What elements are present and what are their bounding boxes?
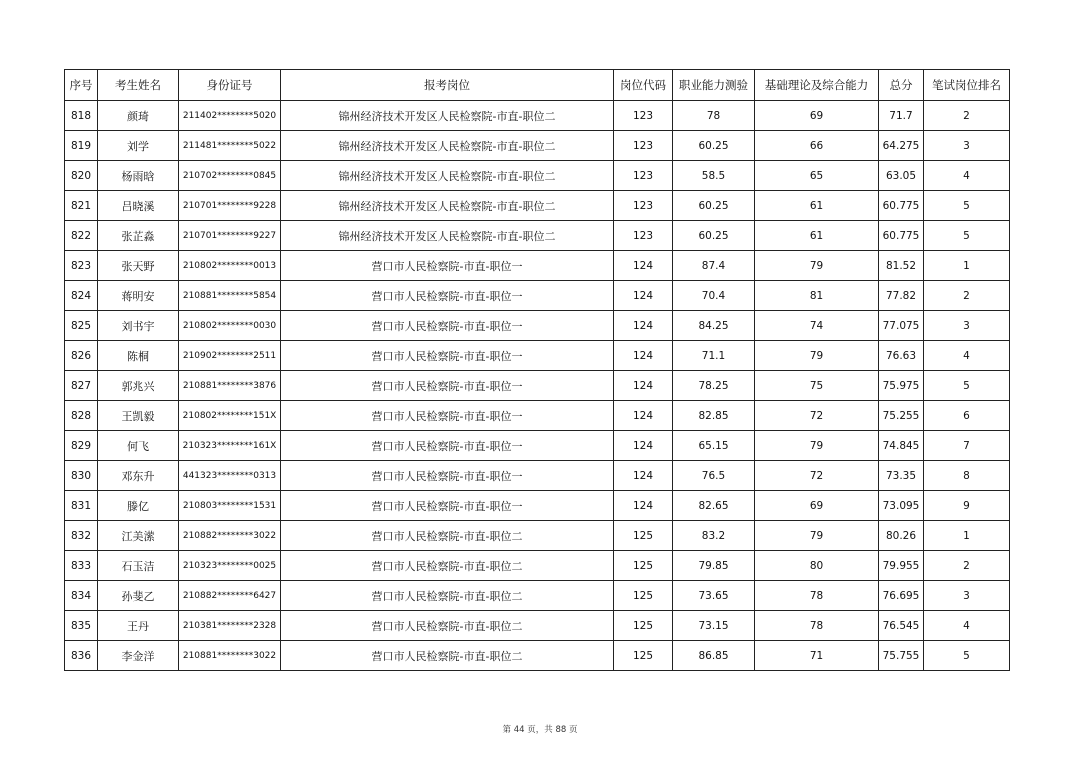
cell-aptitude: 73.15 bbox=[673, 611, 755, 641]
cell-aptitude: 82.65 bbox=[673, 491, 755, 521]
header-total: 总分 bbox=[879, 70, 924, 101]
cell-id: 210902********2511 bbox=[179, 341, 281, 371]
cell-position: 营口市人民检察院-市直-职位一 bbox=[281, 251, 614, 281]
table-row bbox=[65, 641, 1010, 671]
cell-theory: 79 bbox=[755, 341, 879, 371]
cell-position: 营口市人民检察院-市直-职位二 bbox=[281, 641, 614, 671]
cell-position: 锦州经济技术开发区人民检察院-市直-职位二 bbox=[281, 101, 614, 131]
cell-seq: 832 bbox=[65, 521, 98, 551]
cell-theory: 81 bbox=[755, 281, 879, 311]
cell-aptitude: 60.25 bbox=[673, 191, 755, 221]
cell-name: 石玉洁 bbox=[98, 551, 179, 581]
cell-total: 75.975 bbox=[879, 371, 924, 401]
cell-aptitude: 76.5 bbox=[673, 461, 755, 491]
table-row bbox=[65, 341, 1010, 371]
cell-rank: 3 bbox=[924, 581, 1010, 611]
cell-total: 63.05 bbox=[879, 161, 924, 191]
cell-theory: 80 bbox=[755, 551, 879, 581]
cell-theory: 74 bbox=[755, 311, 879, 341]
table-row bbox=[65, 551, 1010, 581]
cell-code: 123 bbox=[614, 221, 673, 251]
cell-total: 77.82 bbox=[879, 281, 924, 311]
cell-seq: 828 bbox=[65, 401, 98, 431]
cell-seq: 822 bbox=[65, 221, 98, 251]
cell-theory: 79 bbox=[755, 521, 879, 551]
cell-total: 76.695 bbox=[879, 581, 924, 611]
cell-aptitude: 73.65 bbox=[673, 581, 755, 611]
cell-name: 李金洋 bbox=[98, 641, 179, 671]
table-row bbox=[65, 101, 1010, 131]
cell-aptitude: 78.25 bbox=[673, 371, 755, 401]
cell-name: 孙斐乙 bbox=[98, 581, 179, 611]
cell-name: 颜琦 bbox=[98, 101, 179, 131]
cell-seq: 825 bbox=[65, 311, 98, 341]
cell-total: 73.095 bbox=[879, 491, 924, 521]
cell-rank: 2 bbox=[924, 281, 1010, 311]
cell-name: 刘书宇 bbox=[98, 311, 179, 341]
cell-code: 123 bbox=[614, 131, 673, 161]
cell-code: 125 bbox=[614, 611, 673, 641]
cell-position: 营口市人民检察院-市直-职位一 bbox=[281, 371, 614, 401]
cell-rank: 1 bbox=[924, 251, 1010, 281]
cell-name: 杨雨晗 bbox=[98, 161, 179, 191]
cell-seq: 819 bbox=[65, 131, 98, 161]
cell-total: 73.35 bbox=[879, 461, 924, 491]
cell-id: 210881********5854 bbox=[179, 281, 281, 311]
cell-total: 74.845 bbox=[879, 431, 924, 461]
cell-seq: 831 bbox=[65, 491, 98, 521]
cell-aptitude: 60.25 bbox=[673, 221, 755, 251]
table-row bbox=[65, 401, 1010, 431]
cell-rank: 5 bbox=[924, 641, 1010, 671]
cell-aptitude: 78 bbox=[673, 101, 755, 131]
cell-id: 211402********5020 bbox=[179, 101, 281, 131]
cell-total: 60.775 bbox=[879, 191, 924, 221]
cell-aptitude: 79.85 bbox=[673, 551, 755, 581]
score-table bbox=[64, 69, 1010, 671]
cell-position: 营口市人民检察院-市直-职位一 bbox=[281, 311, 614, 341]
cell-seq: 833 bbox=[65, 551, 98, 581]
cell-name: 陈桐 bbox=[98, 341, 179, 371]
cell-name: 邓东升 bbox=[98, 461, 179, 491]
cell-id: 210882********3022 bbox=[179, 521, 281, 551]
cell-theory: 79 bbox=[755, 431, 879, 461]
cell-id: 211481********5022 bbox=[179, 131, 281, 161]
cell-code: 125 bbox=[614, 521, 673, 551]
cell-seq: 827 bbox=[65, 371, 98, 401]
cell-position: 营口市人民检察院-市直-职位二 bbox=[281, 551, 614, 581]
cell-theory: 69 bbox=[755, 491, 879, 521]
cell-code: 124 bbox=[614, 401, 673, 431]
cell-name: 王丹 bbox=[98, 611, 179, 641]
cell-rank: 4 bbox=[924, 161, 1010, 191]
cell-theory: 69 bbox=[755, 101, 879, 131]
cell-rank: 3 bbox=[924, 131, 1010, 161]
cell-name: 何飞 bbox=[98, 431, 179, 461]
table-row bbox=[65, 251, 1010, 281]
cell-rank: 7 bbox=[924, 431, 1010, 461]
cell-position: 锦州经济技术开发区人民检察院-市直-职位二 bbox=[281, 161, 614, 191]
cell-position: 营口市人民检察院-市直-职位二 bbox=[281, 611, 614, 641]
cell-rank: 4 bbox=[924, 341, 1010, 371]
cell-theory: 75 bbox=[755, 371, 879, 401]
cell-id: 210882********6427 bbox=[179, 581, 281, 611]
cell-position: 锦州经济技术开发区人民检察院-市直-职位二 bbox=[281, 221, 614, 251]
table-row bbox=[65, 281, 1010, 311]
cell-seq: 821 bbox=[65, 191, 98, 221]
cell-aptitude: 83.2 bbox=[673, 521, 755, 551]
cell-id: 210701********9228 bbox=[179, 191, 281, 221]
cell-code: 124 bbox=[614, 371, 673, 401]
cell-id: 210802********0013 bbox=[179, 251, 281, 281]
table-row bbox=[65, 221, 1010, 251]
cell-position: 营口市人民检察院-市直-职位二 bbox=[281, 521, 614, 551]
cell-total: 75.255 bbox=[879, 401, 924, 431]
table-row bbox=[65, 581, 1010, 611]
cell-total: 76.63 bbox=[879, 341, 924, 371]
cell-code: 125 bbox=[614, 641, 673, 671]
cell-seq: 818 bbox=[65, 101, 98, 131]
table-row bbox=[65, 311, 1010, 341]
cell-aptitude: 58.5 bbox=[673, 161, 755, 191]
cell-name: 蒋明安 bbox=[98, 281, 179, 311]
cell-id: 210323********0025 bbox=[179, 551, 281, 581]
cell-code: 124 bbox=[614, 251, 673, 281]
cell-seq: 826 bbox=[65, 341, 98, 371]
cell-seq: 836 bbox=[65, 641, 98, 671]
table-body bbox=[65, 101, 1010, 671]
cell-total: 76.545 bbox=[879, 611, 924, 641]
cell-name: 郭兆兴 bbox=[98, 371, 179, 401]
cell-name: 张天野 bbox=[98, 251, 179, 281]
cell-rank: 5 bbox=[924, 191, 1010, 221]
cell-aptitude: 82.85 bbox=[673, 401, 755, 431]
cell-aptitude: 60.25 bbox=[673, 131, 755, 161]
cell-code: 125 bbox=[614, 551, 673, 581]
cell-total: 81.52 bbox=[879, 251, 924, 281]
cell-rank: 2 bbox=[924, 551, 1010, 581]
cell-position: 营口市人民检察院-市直-职位一 bbox=[281, 491, 614, 521]
header-row bbox=[65, 70, 1010, 101]
cell-id: 210802********151X bbox=[179, 401, 281, 431]
cell-name: 滕亿 bbox=[98, 491, 179, 521]
cell-code: 123 bbox=[614, 191, 673, 221]
table-row bbox=[65, 491, 1010, 521]
cell-seq: 824 bbox=[65, 281, 98, 311]
table-row bbox=[65, 131, 1010, 161]
cell-position: 营口市人民检察院-市直-职位一 bbox=[281, 341, 614, 371]
table-row bbox=[65, 191, 1010, 221]
cell-aptitude: 65.15 bbox=[673, 431, 755, 461]
cell-theory: 78 bbox=[755, 611, 879, 641]
cell-name: 张芷淼 bbox=[98, 221, 179, 251]
header-code: 岗位代码 bbox=[614, 70, 673, 101]
table-row bbox=[65, 521, 1010, 551]
cell-id: 210323********161X bbox=[179, 431, 281, 461]
cell-code: 125 bbox=[614, 581, 673, 611]
cell-name: 吕晓溪 bbox=[98, 191, 179, 221]
cell-aptitude: 71.1 bbox=[673, 341, 755, 371]
cell-seq: 830 bbox=[65, 461, 98, 491]
cell-theory: 65 bbox=[755, 161, 879, 191]
cell-aptitude: 87.4 bbox=[673, 251, 755, 281]
cell-id: 210381********2328 bbox=[179, 611, 281, 641]
cell-aptitude: 84.25 bbox=[673, 311, 755, 341]
cell-rank: 5 bbox=[924, 371, 1010, 401]
header-rank: 笔试岗位排名 bbox=[924, 70, 1010, 101]
table-row bbox=[65, 161, 1010, 191]
header-name: 考生姓名 bbox=[98, 70, 179, 101]
cell-theory: 79 bbox=[755, 251, 879, 281]
cell-rank: 9 bbox=[924, 491, 1010, 521]
cell-total: 77.075 bbox=[879, 311, 924, 341]
cell-id: 210881********3022 bbox=[179, 641, 281, 671]
table-row bbox=[65, 371, 1010, 401]
cell-rank: 6 bbox=[924, 401, 1010, 431]
cell-theory: 61 bbox=[755, 191, 879, 221]
cell-code: 123 bbox=[614, 101, 673, 131]
table-row bbox=[65, 611, 1010, 641]
cell-rank: 8 bbox=[924, 461, 1010, 491]
cell-code: 124 bbox=[614, 491, 673, 521]
cell-id: 210701********9227 bbox=[179, 221, 281, 251]
cell-rank: 2 bbox=[924, 101, 1010, 131]
header-aptitude: 职业能力测验 bbox=[673, 70, 755, 101]
cell-seq: 829 bbox=[65, 431, 98, 461]
cell-seq: 823 bbox=[65, 251, 98, 281]
cell-id: 210881********3876 bbox=[179, 371, 281, 401]
cell-seq: 820 bbox=[65, 161, 98, 191]
cell-theory: 72 bbox=[755, 461, 879, 491]
cell-id: 210802********0030 bbox=[179, 311, 281, 341]
cell-position: 营口市人民检察院-市直-职位二 bbox=[281, 581, 614, 611]
header-id: 身份证号 bbox=[179, 70, 281, 101]
cell-total: 60.775 bbox=[879, 221, 924, 251]
header-theory: 基础理论及综合能力 bbox=[755, 70, 879, 101]
cell-id: 210702********0845 bbox=[179, 161, 281, 191]
cell-position: 营口市人民检察院-市直-职位一 bbox=[281, 431, 614, 461]
cell-total: 64.275 bbox=[879, 131, 924, 161]
cell-theory: 78 bbox=[755, 581, 879, 611]
cell-theory: 66 bbox=[755, 131, 879, 161]
header-seq: 序号 bbox=[65, 70, 98, 101]
table-row bbox=[65, 461, 1010, 491]
table-header bbox=[65, 70, 1010, 101]
cell-position: 营口市人民检察院-市直-职位一 bbox=[281, 281, 614, 311]
cell-code: 124 bbox=[614, 281, 673, 311]
cell-total: 79.955 bbox=[879, 551, 924, 581]
cell-name: 刘学 bbox=[98, 131, 179, 161]
cell-total: 71.7 bbox=[879, 101, 924, 131]
cell-name: 江美潆 bbox=[98, 521, 179, 551]
cell-code: 124 bbox=[614, 341, 673, 371]
page-footer: 第 44 页，共 88 页 bbox=[502, 725, 578, 735]
cell-rank: 3 bbox=[924, 311, 1010, 341]
cell-aptitude: 70.4 bbox=[673, 281, 755, 311]
cell-total: 80.26 bbox=[879, 521, 924, 551]
cell-id: 210803********1531 bbox=[179, 491, 281, 521]
cell-id: 441323********0313 bbox=[179, 461, 281, 491]
cell-theory: 61 bbox=[755, 221, 879, 251]
cell-position: 营口市人民检察院-市直-职位一 bbox=[281, 401, 614, 431]
cell-theory: 71 bbox=[755, 641, 879, 671]
cell-rank: 1 bbox=[924, 521, 1010, 551]
cell-seq: 835 bbox=[65, 611, 98, 641]
cell-code: 124 bbox=[614, 311, 673, 341]
cell-position: 锦州经济技术开发区人民检察院-市直-职位二 bbox=[281, 131, 614, 161]
table-row bbox=[65, 431, 1010, 461]
cell-seq: 834 bbox=[65, 581, 98, 611]
header-position: 报考岗位 bbox=[281, 70, 614, 101]
cell-position: 营口市人民检察院-市直-职位一 bbox=[281, 461, 614, 491]
cell-name: 王凯毅 bbox=[98, 401, 179, 431]
cell-code: 124 bbox=[614, 431, 673, 461]
cell-total: 75.755 bbox=[879, 641, 924, 671]
cell-aptitude: 86.85 bbox=[673, 641, 755, 671]
cell-code: 123 bbox=[614, 161, 673, 191]
cell-position: 锦州经济技术开发区人民检察院-市直-职位二 bbox=[281, 191, 614, 221]
cell-code: 124 bbox=[614, 461, 673, 491]
cell-theory: 72 bbox=[755, 401, 879, 431]
cell-rank: 5 bbox=[924, 221, 1010, 251]
cell-rank: 4 bbox=[924, 611, 1010, 641]
